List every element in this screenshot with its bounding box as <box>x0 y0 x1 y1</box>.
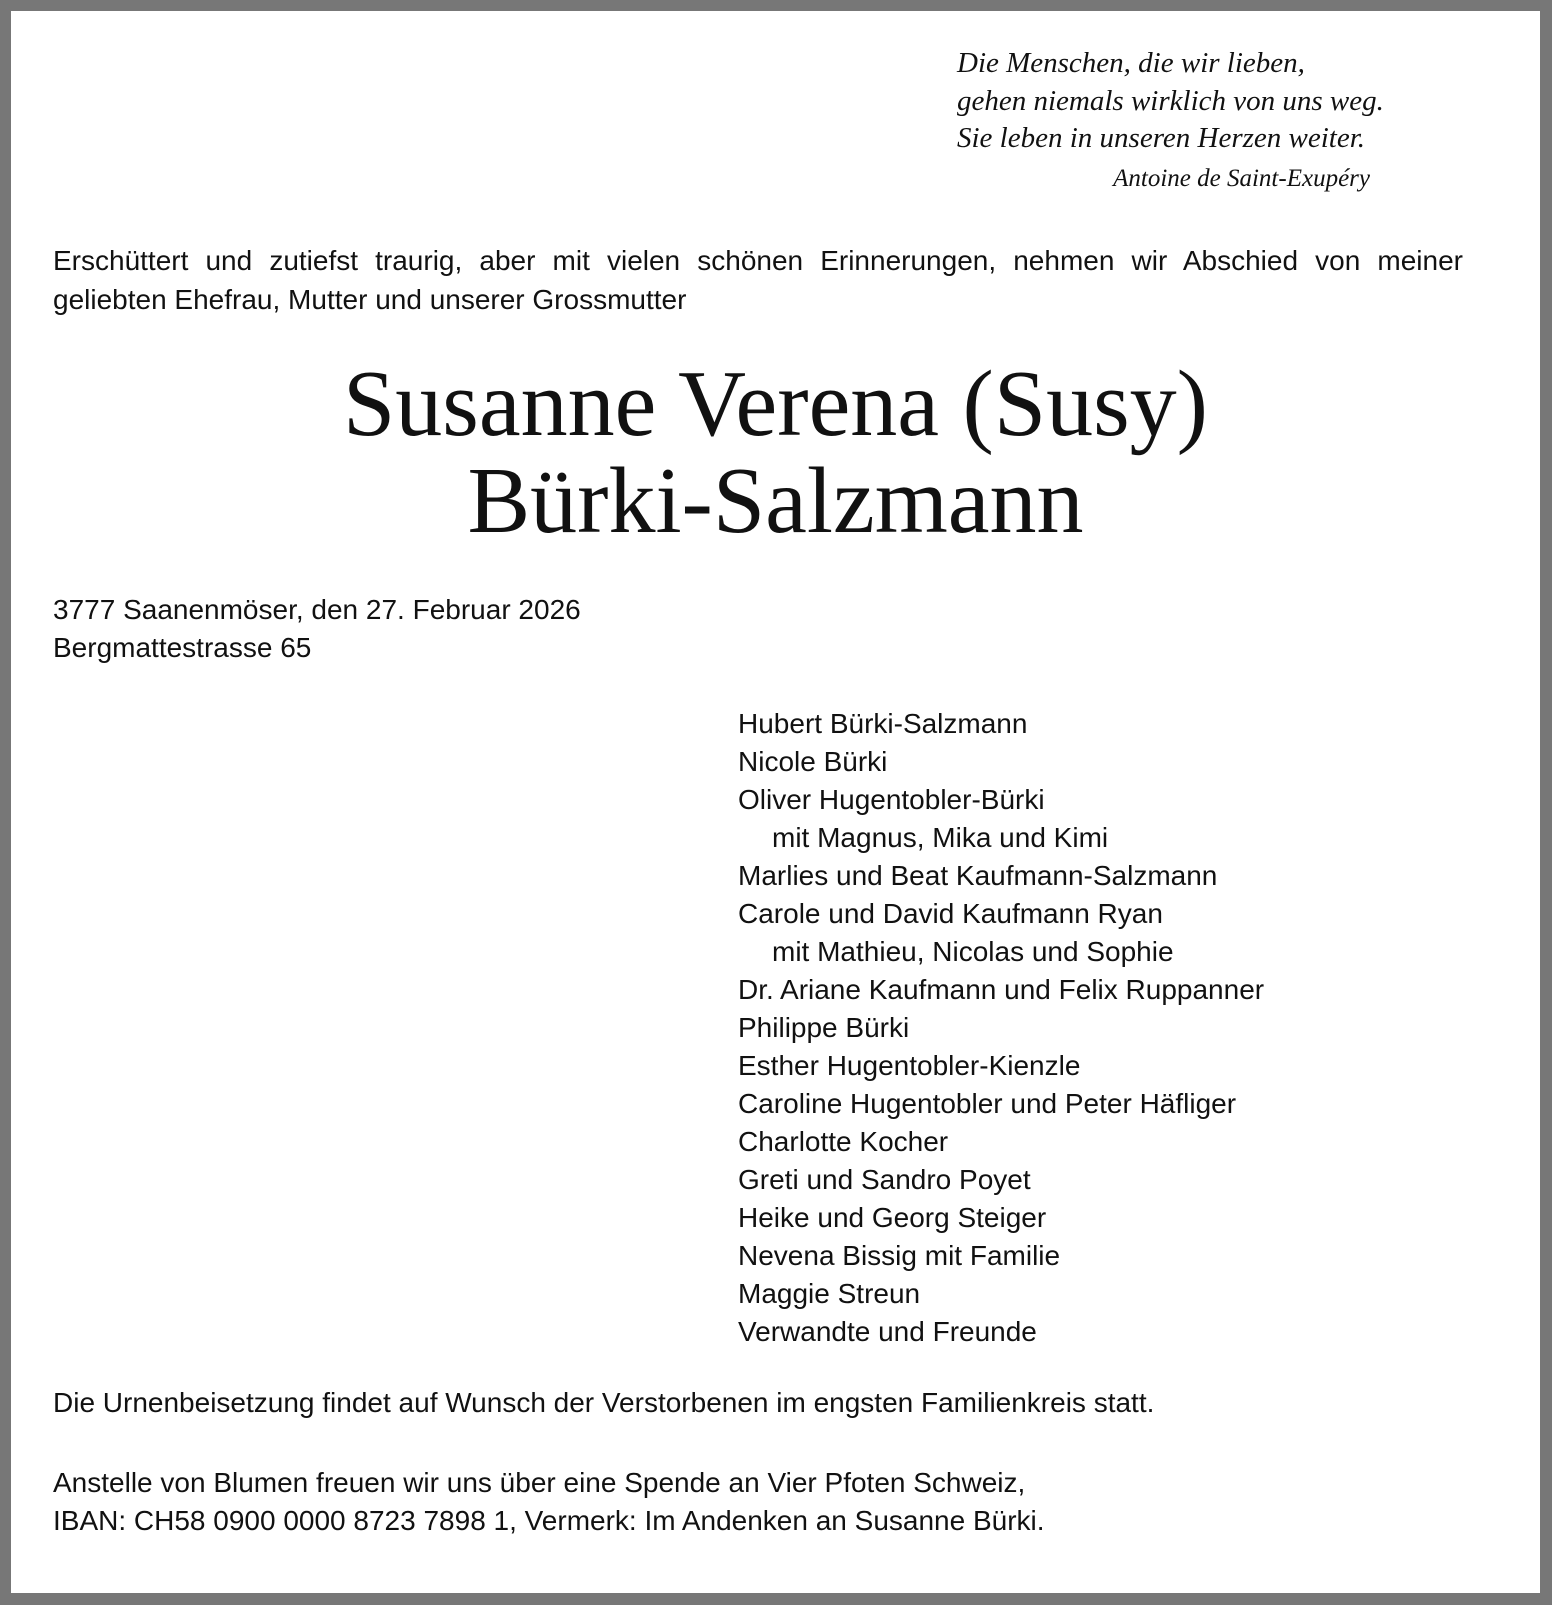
deceased-name <box>11 352 1540 553</box>
quote-author: Antoine de Saint-Exupéry <box>1113 164 1370 192</box>
mourner: Nicole Bürki <box>738 746 888 777</box>
deceased-name-line1: Susanne Verena (Susy) <box>342 352 1208 456</box>
mourner-children: mit Mathieu, Nicolas und Sophie <box>772 936 1174 967</box>
mourner: Nevena Bissig mit Familie <box>738 1240 1061 1271</box>
mourner: Greti und Sandro Poyet <box>738 1164 1031 1195</box>
mourner: Hubert Bürki-Salzmann <box>738 708 1028 739</box>
obituary-page <box>11 11 1540 1593</box>
quote-block <box>957 45 1384 197</box>
mourner: Charlotte Kocher <box>738 1126 949 1157</box>
donation-iban: IBAN: CH58 0900 0000 8723 7898 1, Vermerk: Im Andenken an Susanne Bürki. <box>53 1505 1045 1536</box>
street: Bergmattestrasse 65 <box>53 632 312 663</box>
deceased-name-line2: Bürki-Salzmann <box>467 449 1084 553</box>
quote-line: Die Menschen, die wir lieben, <box>957 47 1305 79</box>
mourner: Maggie Streun <box>738 1278 921 1309</box>
mourner-children: mit Magnus, Mika und Kimi <box>772 822 1109 853</box>
quote-line: Sie leben in unseren Herzen weiter. <box>957 122 1366 154</box>
mourner: Esther Hugentobler-Kienzle <box>738 1050 1081 1081</box>
mourners-list <box>738 705 1264 1351</box>
address-block <box>53 591 581 667</box>
quote-line: gehen niemals wirklich von uns weg. <box>957 84 1384 117</box>
mourner: Oliver Hugentobler-Bürki <box>738 784 1045 815</box>
mourner: Dr. Ariane Kaufmann und Felix Ruppanner <box>738 974 1265 1005</box>
mourner: Marlies und Beat Kaufmann-Salzmann <box>738 860 1218 891</box>
intro-text: Erschüttert und zutiefst traurig, aber mit vielen schönen Erinnerungen, nehmen wir Abschied von meiner geliebten Ehefrau, Mutter und unserer Grossmutter <box>53 245 1463 315</box>
mourner: Heike und Georg Steiger <box>738 1202 1047 1233</box>
mourner: Philippe Bürki <box>738 1012 910 1043</box>
donation-line: Anstelle von Blumen freuen wir uns über eine Spende an Vier Pfoten Schweiz, <box>53 1467 1026 1498</box>
mourner: Verwandte und Freunde <box>738 1316 1037 1347</box>
place-date: 3777 Saanenmöser, den 27. Februar 2026 <box>53 594 581 625</box>
burial-notice: Die Urnenbeisetzung findet auf Wunsch der Verstorbenen im engsten Familienkreis statt. <box>53 1387 1155 1418</box>
donation-notice <box>53 1464 1045 1540</box>
mourner: Carole und David Kaufmann Ryan <box>738 898 1163 929</box>
mourner: Caroline Hugentobler und Peter Häfliger <box>738 1088 1237 1119</box>
